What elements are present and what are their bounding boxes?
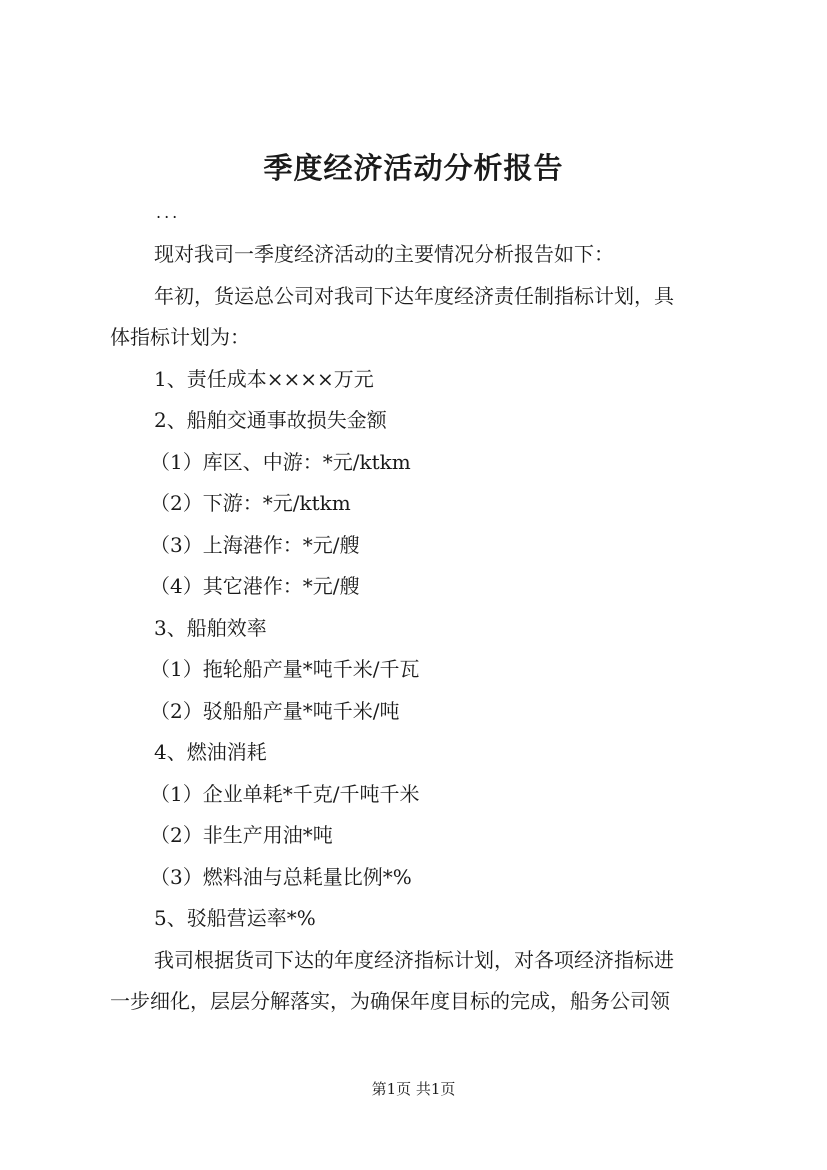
list-item: 1、责任成本××××万元 (154, 366, 374, 391)
list-item: 2、船舶交通事故损失金额 (154, 408, 387, 432)
document-title: 季度经济活动分析报告 (263, 151, 564, 185)
list-subitem: （1）企业单耗*千克/千吨千米 (150, 781, 420, 806)
list-item: 5、驳船营运率*% (154, 906, 316, 930)
page-number-footer: 第1页 共1页 (371, 1080, 456, 1098)
list-subitem: （2）下游：*元/ktkm (150, 491, 351, 515)
paragraph-plan-line1: 年初，货运总公司对我司下达年度经济责任制指标计划，具 (154, 283, 674, 308)
list-subitem: （3）上海港作：*元/艘 (150, 532, 360, 557)
list-subitem: （4）其它港作：*元/艘 (150, 574, 360, 598)
list-subitem: （1）拖轮船产量*吨千米/千瓦 (150, 657, 420, 681)
paragraph-plan-line2: 体指标计划为： (110, 325, 250, 349)
paragraph-intro: 现对我司一季度经济活动的主要情况分析报告如下： (154, 242, 614, 266)
list-item: 4、燃油消耗 (154, 740, 267, 764)
paragraph-detail-line1: 我司根据货司下达的年度经济指标计划，对各项经济指标进 (154, 947, 674, 972)
list-subitem: （3）燃料油与总耗量比例*% (150, 864, 412, 889)
document-body (110, 234, 722, 1023)
paragraph-detail-line2: 一步细化，层层分解落实，为确保年度目标的完成，船务公司领 (110, 989, 670, 1013)
list-subitem: （1）库区、中游：*元/ktkm (150, 449, 411, 474)
list-item: 3、船舶效率 (154, 615, 267, 640)
list-subitem: （2）非生产用油*吨 (150, 823, 333, 847)
list-subitem: （2）驳船船产量*吨千米/吨 (150, 698, 400, 723)
ellipsis-text: ... (156, 203, 181, 222)
